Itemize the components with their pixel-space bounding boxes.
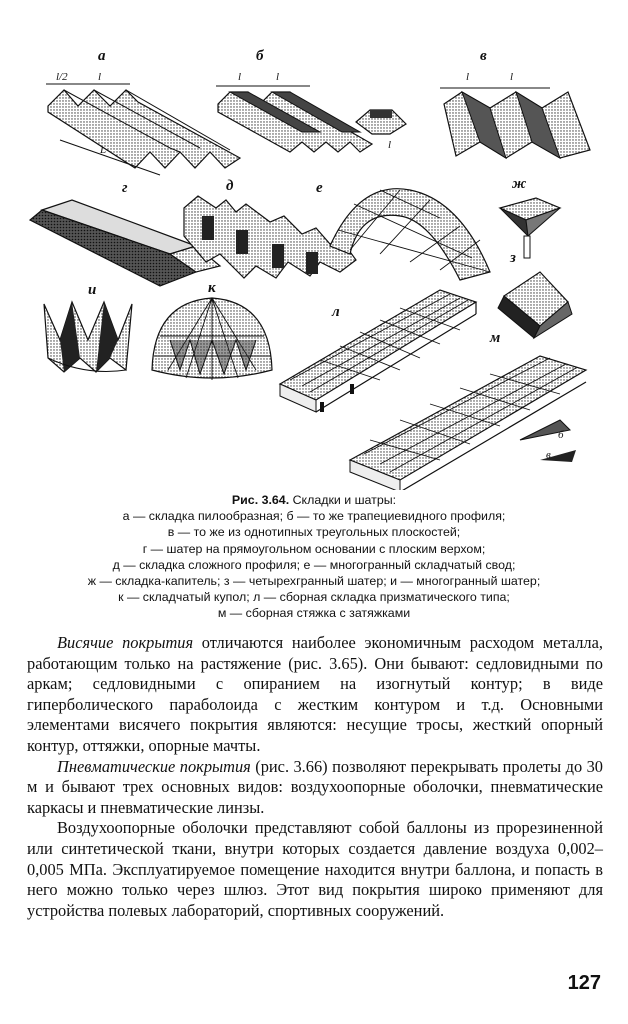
label-v: в xyxy=(480,48,487,64)
label-k: к xyxy=(208,280,216,296)
figure-3-64 xyxy=(20,40,610,490)
caption-line: в — то же из однотипных треугольных плоскостей; xyxy=(167,525,461,540)
dim-v-l1: l xyxy=(466,71,470,83)
label-e: е xyxy=(316,180,323,196)
label-b: б xyxy=(256,48,264,64)
paragraph-hanging-roofs xyxy=(27,633,603,757)
drawing-b-trapezoid-fold xyxy=(216,48,406,152)
dim-b-l1: l xyxy=(238,71,242,83)
drawing-v-triangular-fold xyxy=(440,48,590,158)
label-zh: ж xyxy=(512,176,527,192)
dim-l-half: l/2 xyxy=(56,71,68,83)
dim-v-l2: l xyxy=(510,71,514,83)
label-g: г xyxy=(122,180,128,196)
label-m-b: б xyxy=(558,429,564,441)
drawing-k-folded-dome xyxy=(152,280,272,380)
caption-line: а — складка пилообразная; б — то же трапециевидного профиля; xyxy=(122,509,506,524)
drawing-i-faceted-tent xyxy=(44,282,132,372)
dim-l: l xyxy=(98,71,102,83)
drawing-l-prismatic-fold xyxy=(280,290,476,412)
dim-b-l2: l xyxy=(276,71,280,83)
figure-caption xyxy=(0,492,628,622)
folds-and-tents-illustration xyxy=(20,40,610,490)
drawing-a-sawtooth-fold xyxy=(46,48,240,175)
caption-line: м — сборная стяжка с затяжками xyxy=(217,606,411,621)
term-pneumatic-roofs: Пневматические покрытия xyxy=(57,756,251,776)
caption-line: ж — складка-капитель; з — четырехгранный шатер; и — многогранный шатер; xyxy=(87,574,541,589)
dim-b-l3: l xyxy=(388,139,392,151)
label-a: а xyxy=(98,48,106,64)
label-m-v: в xyxy=(546,449,551,461)
drawing-z-four-faced-tent xyxy=(498,250,572,338)
caption-line: д — складка сложного профиля; е — многогранный складчатый свод; xyxy=(112,557,516,572)
dim-L: L xyxy=(100,144,107,156)
label-i: и xyxy=(88,282,97,298)
label-z: з xyxy=(510,250,516,266)
caption-title: Рис. 3.64. xyxy=(231,493,290,507)
page-number: 127 xyxy=(567,972,601,994)
paragraph-text: Воздухоопорные оболочки представляют собой баллоны из прорезиненной или синтетической ткани, внутри которых создается давление воздуха 0,002–0,005 МПа. Эксплуатируемое помещение находится внутри баллона, и попасть в него можно только через шлюз. Этот вид покрытия широко применяют для устройства полевых лабораторий, спортивных сооружений. xyxy=(27,818,603,920)
body-text xyxy=(27,633,603,921)
label-m: м xyxy=(490,330,501,346)
caption-line: г — шатер на прямоугольном основании с плоским верхом; xyxy=(142,541,486,556)
label-d: д xyxy=(226,178,234,194)
drawing-zh-capital xyxy=(500,176,560,258)
caption-line: к — складчатый купол; л — сборная складка призматического типа; xyxy=(118,590,510,605)
term-hanging-roofs: Висячие покрытия xyxy=(57,633,194,652)
paragraph-air-supported-shells xyxy=(27,818,603,921)
paragraph-pneumatic-roofs xyxy=(27,757,603,819)
label-l: л xyxy=(332,304,340,320)
caption-title-rest: Складки и шатры: xyxy=(289,493,397,507)
paragraph-text: отличаются наиболее экономичным расходом металла, работающим только на растяжение (рис. 3.65). Они бывают: седловидными по аркам; седловидными с опиранием на изогнутый контур; в виде гиперболического параболоида с жестким контуром и т.д. Основными элементами висячего покрытия являются: несущие тросы, жесткий опорный контур, оттяжки, опорные мачты. xyxy=(27,633,603,755)
caption-heading xyxy=(0,492,628,508)
paragraph-text: (рис. 3.66) позволяют перекрывать пролеты до 30 м и бывают трех основных видов: воздухоопорные оболочки, пневматические каркасы и пневматические линзы. xyxy=(27,756,603,817)
